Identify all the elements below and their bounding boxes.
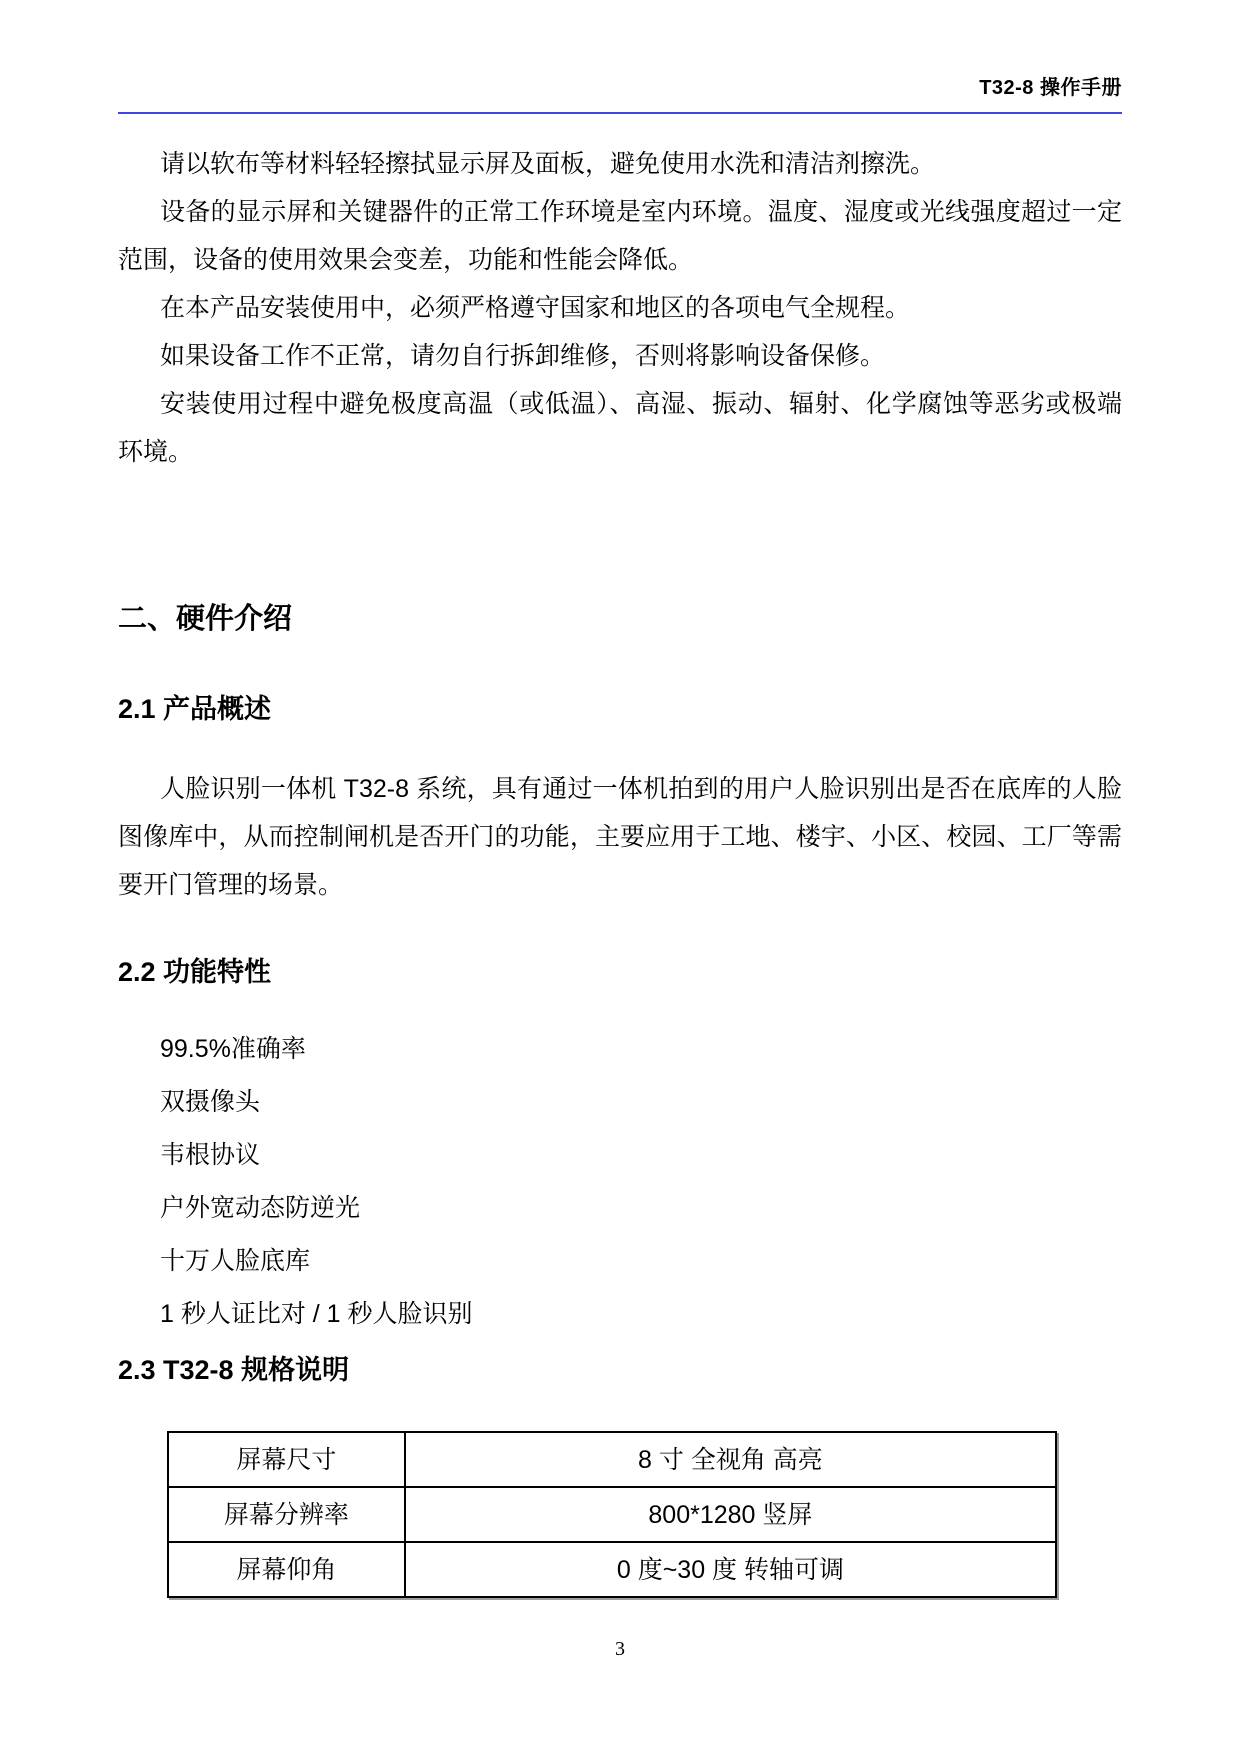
subsection-heading-features: 2.2 功能特性 [118, 957, 272, 987]
spec-table [167, 1431, 1057, 1598]
spec-row [168, 1432, 1056, 1487]
subsection-heading-product-overview: 2.1 产品概述 [118, 694, 272, 724]
spec-row [168, 1542, 1056, 1597]
feature-item: 99.5%准确率 [160, 1035, 306, 1063]
paragraph: 设备的显示屏和关键器件的正常工作环境是室内环境。温度、湿度或光线强度超过一定范围，设备的使用效果会变差，功能和性能会降低。 [118, 198, 1122, 274]
page-header [118, 76, 1122, 114]
feature-item: 户外宽动态防逆光 [160, 1194, 361, 1222]
spec-row [168, 1487, 1056, 1542]
paragraph: 人脸识别一体机 T32-8 系统，具有通过一体机拍到的用户人脸识别出是否在底库的人脸图像库中，从而控制闸机是否开门的功能，主要应用于工地、楼宇、小区、校园、工厂等需要开门管理的场景。 [118, 775, 1122, 899]
feature-item: 双摄像头 [160, 1088, 261, 1116]
subsection-heading-specs: 2.3 T32-8 规格说明 [118, 1355, 350, 1385]
paragraph: 在本产品安装使用中，必须严格遵守国家和地区的各项电气全规程。 [160, 294, 911, 322]
feature-item: 韦根协议 [160, 1141, 261, 1169]
spec-label-cell: 屏幕仰角 [168, 1542, 405, 1597]
spec-value-cell: 800*1280 竖屏 [405, 1487, 1056, 1542]
document-body [118, 140, 1122, 1598]
paragraph: 如果设备工作不正常，请勿自行拆卸维修，否则将影响设备保修。 [160, 342, 886, 370]
feature-item: 1 秒人证比对 / 1 秒人脸识别 [160, 1300, 473, 1328]
feature-item: 十万人脸底库 [160, 1247, 311, 1275]
feature-list [118, 1025, 1122, 1338]
header-title: T32-8 操作手册 [979, 77, 1122, 99]
spec-value-cell: 0 度~30 度 转轴可调 [405, 1542, 1056, 1597]
paragraph: 安装使用过程中避免极度高温（或低温）、高湿、振动、辐射、化学腐蚀等恶劣或极端环境。 [118, 390, 1122, 466]
spec-label-cell: 屏幕分辨率 [168, 1487, 405, 1542]
paragraph: 请以软布等材料轻轻擦拭显示屏及面板，避免使用水洗和清洁剂擦洗。 [160, 150, 936, 178]
header-rule [118, 112, 1122, 114]
page-number: 3 [615, 1638, 625, 1660]
section-heading-hardware-intro: 二、硬件介绍 [118, 603, 293, 635]
spec-label-cell: 屏幕尺寸 [168, 1432, 405, 1487]
spec-value-cell: 8 寸 全视角 高亮 [405, 1432, 1056, 1487]
